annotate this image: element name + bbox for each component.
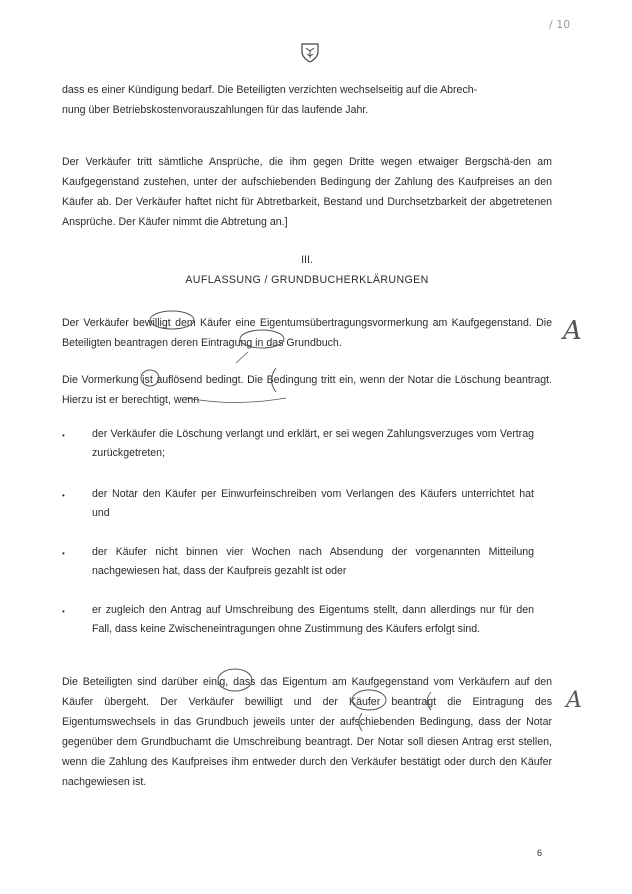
bullet: • xyxy=(62,549,65,558)
list-item-text: der Käufer nicht binnen vier Wochen nach Absendung der vorgenannten Mitteilung nachgewiesen hat, dass der Kaufpreis gezahlt ist oder xyxy=(92,546,534,577)
bullet: • xyxy=(62,431,65,440)
paragraph-condition: Die Vormerkung ist auflösend bedingt. Die Bedingung tritt ein, wenn der Notar die Löschung beantragt. Hierzu ist er berechtigt, wenn xyxy=(62,374,552,406)
paragraph-auflassung: Die Beteiligten sind darüber einig, dass das Eigentum am Kaufgegenstand vom Verkäufern auf den Käufer übergeht. Der Verkäufer bewilligt und der Käufer beantragt die Eintragung des Eigentumswechsels in das Grundbuch jeweils unter der aufschiebenden Bedingung, dass der Notar gegenüber dem Grundbuchamt die Umschreibung beantragt. Der Notar soll diesen Antrag erst stellen, wenn die Zahlung des Kaufpreises ihm entweder durch den Verkäufer bestätigt oder durch den Käufer nachgewiesen ist. xyxy=(62,676,552,788)
paragraph-termination-line1: dass es einer Kündigung bedarf. Die Beteiligten verzichten wechselseitig auf die Abrech- xyxy=(62,84,478,96)
section-number: III. xyxy=(301,254,313,266)
bullet: • xyxy=(62,491,65,500)
margin-mark-a: A xyxy=(566,688,582,713)
paragraph-vormerkung: Der Verkäufer bewilligt dem Käufer eine Eigentumsübertragungsvormerkung am Kaufgegenstand. Die Beteiligten beantragen deren Eintragung in das Grundbuch. xyxy=(62,317,552,349)
section-title: AUFLASSUNG / GRUNDBUCHERKLÄRUNGEN xyxy=(185,274,429,286)
paragraph-termination-line2: nung über Betriebskostenvorauszahlungen für das laufende Jahr. xyxy=(62,104,369,116)
page-number: 6 xyxy=(537,848,543,858)
notary-seal-icon xyxy=(300,42,320,64)
bracket-mark xyxy=(236,352,248,363)
paragraph-assignment: Der Verkäufer tritt sämtliche Ansprüche, die ihm gegen Dritte wegen etwaiger Bergschä-den am Kaufgegenstand zustehen, unter der aufschiebenden Bedingung der Zahlung des Kaufpreises an den Käufer ab. Der Verkäufer haftet nicht für Abtretbarkeit, Bestand und Durchsetzbarkeit der abgetretenen Ansprüche. Der Käufer nimmt die Abtretung an.] xyxy=(62,156,552,228)
list-item-text: der Verkäufer die Löschung verlangt und erklärt, er sei wegen Zahlungsverzuges vom Vertrag zurückgetreten; xyxy=(92,428,534,459)
bullet: • xyxy=(62,607,65,616)
list-item-text: der Notar den Käufer per Einwurfeinschreiben vom Verlangen des Käufers unterrichtet hat und xyxy=(92,488,534,519)
margin-mark-a: A xyxy=(563,316,582,346)
corner-note: / 10 xyxy=(549,18,571,31)
list-item-text: er zugleich den Antrag auf Umschreibung des Eigentums stellt, dann allerdings nur für den Fall, dass keine Zwischeneintragungen ohne Zustimmung des Käufers erfolgt sind. xyxy=(92,604,534,635)
